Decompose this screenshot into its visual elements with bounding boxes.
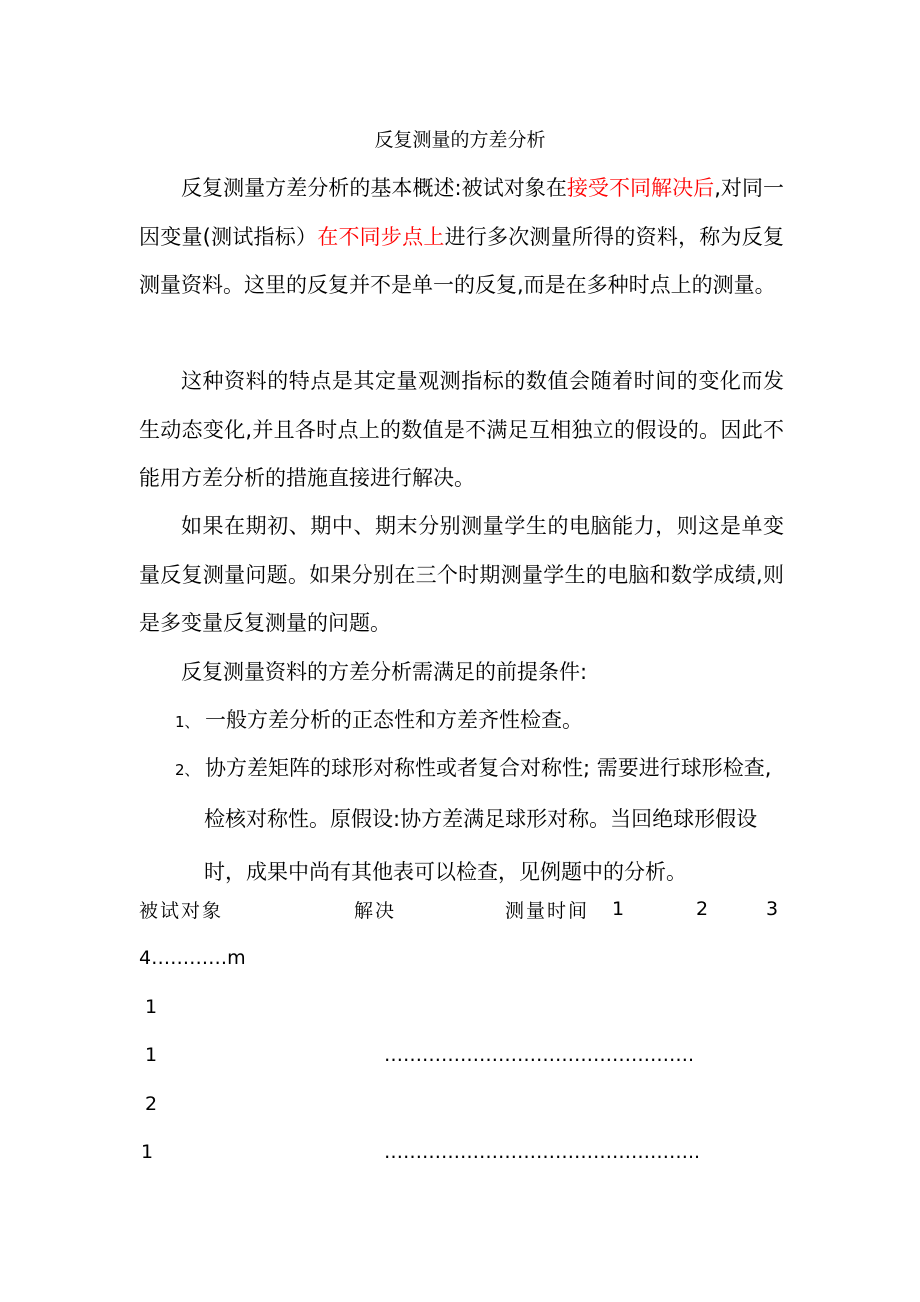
table-header-col-1: 1	[612, 898, 627, 920]
overview-text-1: 反复测量方差分析的基本概述:被试对象在	[181, 176, 567, 200]
highlight-treatment: 接受不同解决后	[566, 176, 715, 200]
highlight-timepoints: 在不同步点上	[317, 224, 445, 249]
list-item-2	[175, 744, 787, 897]
paragraph-example: 如果在期初、期中、期末分别测量学生的电脑能力，则这是单变量反复测量问题。如果分别在三个时期测量学生的电脑和数学成绩,则是多变量反复测量的问题。	[139, 514, 784, 635]
table-row-dots: …………………………………………..	[384, 1141, 701, 1163]
table-header-time: 测量时间	[505, 900, 590, 922]
paragraph-overview	[139, 164, 784, 310]
list-text: 一般方差分析的正态性和方差齐性检查。	[205, 708, 583, 732]
list-number: 1、	[175, 713, 200, 731]
paragraph-characteristics: 这种资料的特点是其定量观测指标的数值会随着时间的变化而发生动态变化,并且各时点上的数值是不满足互相独立的假设的。因此不能用方差分析的措施直接进行解决。	[139, 369, 784, 490]
document-title: 反复测量的方差分析	[374, 129, 546, 151]
table-row-label: 1	[141, 1141, 154, 1163]
list-text: 协方差矩阵的球形对称性或者复合对称性; 需要进行球形检查,	[205, 756, 772, 780]
overview-text-3: 进行多次测量所得的资料，称为反复测量资料。这里的反复并不是单一的反复,而是在多种时点上的测量。	[139, 224, 784, 297]
list-number: 2、	[175, 761, 200, 779]
list-line-1	[175, 744, 787, 795]
table-header-treatment: 解决	[354, 900, 397, 922]
table-header-col-3: 3	[766, 898, 779, 920]
overview-text-2: ,对同一因变量(测试指标）	[139, 176, 785, 249]
table-row-label: 1	[145, 996, 158, 1018]
table-header-col-2: 2	[696, 898, 709, 920]
list-line-2: 检核对称性。原假设:协方差满足球形对称。当回绝球形假设	[204, 806, 758, 831]
table-header-continuation: 4…………m	[139, 947, 246, 969]
paragraph-prerequisites: 反复测量资料的方差分析需满足的前提条件:	[181, 660, 588, 684]
table-row-label: 1	[145, 1044, 158, 1066]
table-row-label: 2	[145, 1093, 158, 1115]
list-item-1	[175, 696, 583, 747]
table-row-dots: ………………………………………….	[384, 1044, 695, 1066]
list-line-3: 时，成果中尚有其他表可以检查，见例题中的分析。	[204, 860, 687, 884]
table-header-subject: 被试对象	[139, 900, 224, 922]
